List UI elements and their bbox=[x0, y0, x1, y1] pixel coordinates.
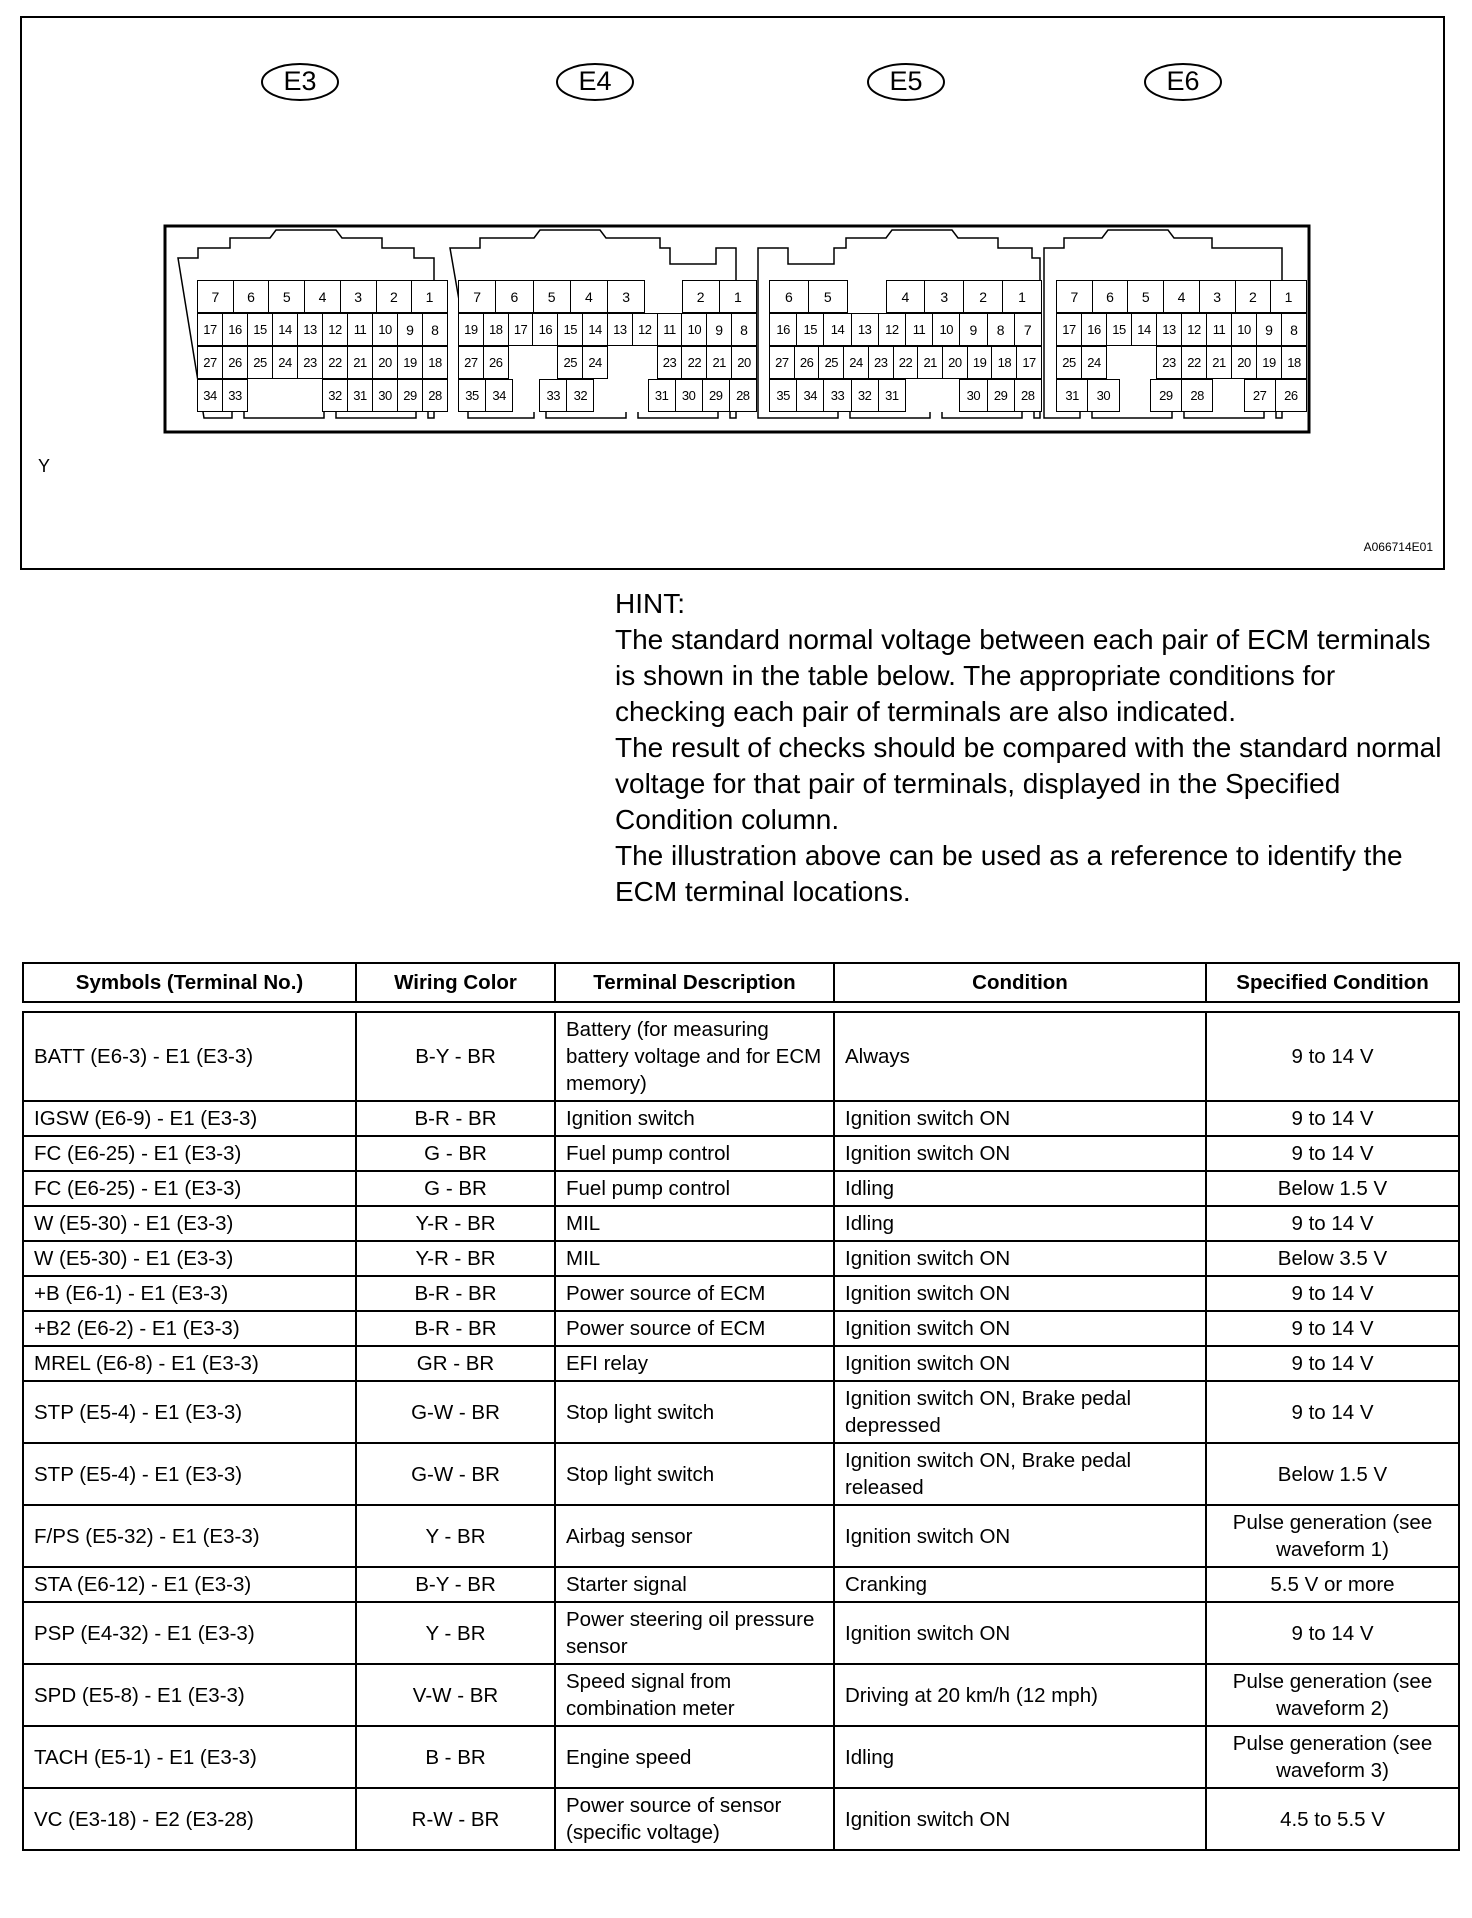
cell-symbols: W (E5-30) - E1 (E3-3) bbox=[23, 1241, 356, 1276]
terminal-row bbox=[458, 379, 756, 412]
hint-paragraph: The result of checks should be compared with the standard normal voltage for that pair of terminals, displayed in the Specified Condition column. bbox=[615, 732, 1442, 835]
terminal-row bbox=[769, 313, 1041, 346]
cell-symbols: STA (E6-12) - E1 (E3-3) bbox=[23, 1567, 356, 1602]
terminal-gap bbox=[297, 379, 323, 412]
cell-specified-condition: 9 to 14 V bbox=[1206, 1346, 1459, 1381]
table-row bbox=[23, 1726, 1459, 1788]
cell-terminal-description: Stop light switch bbox=[555, 1381, 834, 1443]
header-gap bbox=[23, 1002, 1459, 1012]
terminal-pin: 21 bbox=[917, 346, 943, 379]
terminal-pin: 9 bbox=[1256, 313, 1282, 346]
cell-specified-condition: 9 to 14 V bbox=[1206, 1311, 1459, 1346]
terminal-pin: 5 bbox=[808, 280, 848, 313]
connector-illustration bbox=[20, 16, 1445, 570]
terminal-pin: 28 bbox=[729, 379, 757, 412]
cell-terminal-description: EFI relay bbox=[555, 1346, 834, 1381]
table-row bbox=[23, 1206, 1459, 1241]
cell-symbols: F/PS (E5-32) - E1 (E3-3) bbox=[23, 1505, 356, 1567]
cell-wiring-color: G - BR bbox=[356, 1171, 555, 1206]
terminal-pin: 2 bbox=[682, 280, 720, 313]
terminal-pin: 19 bbox=[967, 346, 993, 379]
table-row bbox=[23, 1788, 1459, 1850]
cell-symbols: SPD (E5-8) - E1 (E3-3) bbox=[23, 1664, 356, 1726]
terminal-gap bbox=[532, 346, 558, 379]
terminal-row bbox=[197, 346, 447, 379]
terminal-pin: 22 bbox=[681, 346, 707, 379]
terminal-row bbox=[197, 313, 447, 346]
cell-terminal-description: Fuel pump control bbox=[555, 1136, 834, 1171]
terminal-pin: 17 bbox=[508, 313, 534, 346]
terminal-pin: 29 bbox=[397, 379, 423, 412]
terminal-pin: 24 bbox=[1081, 346, 1107, 379]
cell-specified-condition: 9 to 14 V bbox=[1206, 1012, 1459, 1101]
cell-condition: Ignition switch ON bbox=[834, 1602, 1206, 1664]
terminal-pin: 26 bbox=[483, 346, 509, 379]
terminal-row bbox=[1056, 346, 1306, 379]
table-row bbox=[23, 1136, 1459, 1171]
terminal-pin: 1 bbox=[1002, 280, 1042, 313]
cell-condition: Ignition switch ON bbox=[834, 1505, 1206, 1567]
terminal-pin: 2 bbox=[376, 280, 413, 313]
cell-symbols: VC (E3-18) - E2 (E3-28) bbox=[23, 1788, 356, 1850]
terminal-pin: 25 bbox=[247, 346, 273, 379]
terminal-row bbox=[1056, 280, 1306, 313]
terminal-pin: 18 bbox=[991, 346, 1017, 379]
terminal-pin: 9 bbox=[959, 313, 987, 346]
terminal-pin: 7 bbox=[1056, 280, 1093, 313]
table-row bbox=[23, 1567, 1459, 1602]
cell-symbols: STP (E5-4) - E1 (E3-3) bbox=[23, 1443, 356, 1505]
cell-symbols: +B2 (E6-2) - E1 (E3-3) bbox=[23, 1311, 356, 1346]
table-row bbox=[23, 1443, 1459, 1505]
cell-terminal-description: Engine speed bbox=[555, 1726, 834, 1788]
terminal-pin: 6 bbox=[1092, 280, 1129, 313]
terminal-pin: 27 bbox=[458, 346, 484, 379]
terminal-pin: 25 bbox=[557, 346, 583, 379]
terminal-pin: 30 bbox=[372, 379, 398, 412]
terminal-pin: 32 bbox=[566, 379, 594, 412]
terminal-pin: 33 bbox=[539, 379, 567, 412]
terminal-pin: 6 bbox=[495, 280, 533, 313]
terminal-pin: 15 bbox=[247, 313, 273, 346]
connector-label-e4: E4 bbox=[578, 66, 612, 96]
terminal-pin: 11 bbox=[1206, 313, 1232, 346]
terminal-pin: 20 bbox=[1231, 346, 1257, 379]
terminal-pin: 3 bbox=[340, 280, 377, 313]
cell-symbols: IGSW (E6-9) - E1 (E3-3) bbox=[23, 1101, 356, 1136]
terminal-pin: 23 bbox=[868, 346, 894, 379]
terminal-pin: 18 bbox=[422, 346, 448, 379]
column-header-symbols: Symbols (Terminal No.) bbox=[23, 963, 356, 1002]
cell-symbols: +B (E6-1) - E1 (E3-3) bbox=[23, 1276, 356, 1311]
terminal-pin: 5 bbox=[533, 280, 571, 313]
terminal-pin: 34 bbox=[197, 379, 223, 412]
cell-wiring-color: Y-R - BR bbox=[356, 1206, 555, 1241]
terminal-pin: 13 bbox=[851, 313, 879, 346]
cell-condition: Ignition switch ON, Brake pedal released bbox=[834, 1443, 1206, 1505]
terminal-pin: 19 bbox=[397, 346, 423, 379]
terminal-row bbox=[769, 379, 1041, 412]
cell-specified-condition: 9 to 14 V bbox=[1206, 1381, 1459, 1443]
cell-specified-condition: 5.5 V or more bbox=[1206, 1567, 1459, 1602]
cell-wiring-color: B-R - BR bbox=[356, 1311, 555, 1346]
terminal-pin: 8 bbox=[731, 313, 757, 346]
terminal-gap bbox=[932, 379, 960, 412]
terminal-gap bbox=[847, 280, 887, 313]
terminal-pin: 16 bbox=[1081, 313, 1107, 346]
terminal-gap bbox=[247, 379, 273, 412]
terminal-pin: 13 bbox=[297, 313, 323, 346]
terminal-pin: 31 bbox=[648, 379, 676, 412]
terminal-pin: 14 bbox=[272, 313, 298, 346]
table-row bbox=[23, 1346, 1459, 1381]
terminal-pin: 16 bbox=[532, 313, 558, 346]
terminal-pin: 26 bbox=[1275, 379, 1307, 412]
terminal-pin: 4 bbox=[886, 280, 926, 313]
cell-symbols: FC (E6-25) - E1 (E3-3) bbox=[23, 1136, 356, 1171]
terminal-pin: 30 bbox=[959, 379, 987, 412]
cell-condition: Ignition switch ON bbox=[834, 1101, 1206, 1136]
terminal-pin: 19 bbox=[1256, 346, 1282, 379]
terminal-pin: 25 bbox=[818, 346, 844, 379]
terminal-pin: 10 bbox=[1231, 313, 1257, 346]
cell-terminal-description: Airbag sensor bbox=[555, 1505, 834, 1567]
cell-specified-condition: Below 1.5 V bbox=[1206, 1443, 1459, 1505]
cell-terminal-description: Speed signal from combination meter bbox=[555, 1664, 834, 1726]
terminal-pin: 18 bbox=[483, 313, 509, 346]
cell-symbols: PSP (E4-32) - E1 (E3-3) bbox=[23, 1602, 356, 1664]
terminal-gap bbox=[632, 346, 658, 379]
cell-condition: Ignition switch ON bbox=[834, 1241, 1206, 1276]
terminal-gap bbox=[1131, 346, 1157, 379]
terminal-pin: 26 bbox=[794, 346, 820, 379]
cell-wiring-color: GR - BR bbox=[356, 1346, 555, 1381]
terminal-pin: 33 bbox=[823, 379, 851, 412]
terminal-pin: 4 bbox=[304, 280, 341, 313]
cell-specified-condition: 9 to 14 V bbox=[1206, 1101, 1459, 1136]
terminal-pin: 19 bbox=[458, 313, 484, 346]
terminal-pin: 11 bbox=[347, 313, 373, 346]
cell-condition: Cranking bbox=[834, 1567, 1206, 1602]
cell-wiring-color: B - BR bbox=[356, 1726, 555, 1788]
table-row bbox=[23, 1171, 1459, 1206]
terminal-pin: 30 bbox=[675, 379, 703, 412]
terminal-row bbox=[197, 379, 447, 412]
cell-specified-condition: 9 to 14 V bbox=[1206, 1206, 1459, 1241]
terminal-pin: 3 bbox=[607, 280, 645, 313]
terminal-pin: 14 bbox=[1131, 313, 1157, 346]
terminal-voltage-table bbox=[22, 962, 1460, 1851]
terminal-pin: 31 bbox=[347, 379, 373, 412]
terminal-pin: 9 bbox=[397, 313, 423, 346]
cell-wiring-color: G-W - BR bbox=[356, 1443, 555, 1505]
terminal-pin: 28 bbox=[1181, 379, 1213, 412]
terminal-pin: 30 bbox=[1087, 379, 1119, 412]
terminal-pin: 16 bbox=[222, 313, 248, 346]
terminal-pin: 29 bbox=[702, 379, 730, 412]
connector-label-e5: E5 bbox=[889, 66, 923, 96]
cell-specified-condition: 4.5 to 5.5 V bbox=[1206, 1788, 1459, 1850]
terminal-pin: 33 bbox=[222, 379, 248, 412]
terminal-pin: 15 bbox=[796, 313, 824, 346]
terminal-gap bbox=[905, 379, 933, 412]
cell-specified-condition: 9 to 14 V bbox=[1206, 1276, 1459, 1311]
table-row bbox=[23, 1505, 1459, 1567]
terminal-pin: 9 bbox=[706, 313, 732, 346]
cell-terminal-description: Power source of ECM bbox=[555, 1276, 834, 1311]
connector-e4 bbox=[458, 280, 756, 412]
cell-terminal-description: Ignition switch bbox=[555, 1101, 834, 1136]
terminal-pin: 21 bbox=[347, 346, 373, 379]
terminal-pin: 13 bbox=[607, 313, 633, 346]
cell-terminal-description: Power steering oil pressure sensor bbox=[555, 1602, 834, 1664]
cell-symbols: BATT (E6-3) - E1 (E3-3) bbox=[23, 1012, 356, 1101]
terminal-pin: 2 bbox=[1235, 280, 1272, 313]
terminal-pin: 3 bbox=[924, 280, 964, 313]
terminal-gap bbox=[644, 280, 682, 313]
cell-symbols: TACH (E5-1) - E1 (E3-3) bbox=[23, 1726, 356, 1788]
terminal-pin: 6 bbox=[233, 280, 270, 313]
cell-specified-condition: Pulse generation (see waveform 1) bbox=[1206, 1505, 1459, 1567]
terminal-pin: 28 bbox=[422, 379, 448, 412]
terminal-pin: 26 bbox=[222, 346, 248, 379]
cell-wiring-color: R-W - BR bbox=[356, 1788, 555, 1850]
cell-condition: Idling bbox=[834, 1206, 1206, 1241]
terminal-row bbox=[458, 346, 756, 379]
terminal-pin: 34 bbox=[485, 379, 513, 412]
terminal-row bbox=[458, 313, 756, 346]
cell-specified-condition: Below 1.5 V bbox=[1206, 1171, 1459, 1206]
terminal-pin: 13 bbox=[1156, 313, 1182, 346]
terminal-pin: 11 bbox=[905, 313, 933, 346]
cell-terminal-description: Power source of sensor (specific voltage) bbox=[555, 1788, 834, 1850]
terminal-pin: 8 bbox=[987, 313, 1015, 346]
terminal-pin: 17 bbox=[1056, 313, 1082, 346]
table-row bbox=[23, 1311, 1459, 1346]
terminal-pin: 22 bbox=[1181, 346, 1207, 379]
cell-wiring-color: Y - BR bbox=[356, 1505, 555, 1567]
hint-paragraph: The illustration above can be used as a reference to identify the ECM terminal locations. bbox=[615, 840, 1403, 907]
table-header-row bbox=[23, 963, 1459, 1002]
terminal-pin: 2 bbox=[963, 280, 1003, 313]
table-row bbox=[23, 1602, 1459, 1664]
cell-specified-condition: Pulse generation (see waveform 2) bbox=[1206, 1664, 1459, 1726]
cell-wiring-color: G-W - BR bbox=[356, 1381, 555, 1443]
terminal-pin: 24 bbox=[272, 346, 298, 379]
terminal-pin: 20 bbox=[731, 346, 757, 379]
terminal-pin: 20 bbox=[942, 346, 968, 379]
cell-condition: Ignition switch ON, Brake pedal depressed bbox=[834, 1381, 1206, 1443]
terminal-pin: 27 bbox=[769, 346, 795, 379]
cell-terminal-description: Starter signal bbox=[555, 1567, 834, 1602]
cell-symbols: STP (E5-4) - E1 (E3-3) bbox=[23, 1381, 356, 1443]
column-header-terminal-description: Terminal Description bbox=[555, 963, 834, 1002]
terminal-pin: 7 bbox=[458, 280, 496, 313]
cell-symbols: FC (E6-25) - E1 (E3-3) bbox=[23, 1171, 356, 1206]
terminal-pin: 12 bbox=[632, 313, 658, 346]
terminal-pin: 14 bbox=[582, 313, 608, 346]
terminal-pin: 12 bbox=[322, 313, 348, 346]
terminal-pin: 24 bbox=[843, 346, 869, 379]
cell-condition: Ignition switch ON bbox=[834, 1311, 1206, 1346]
side-mark: Y bbox=[38, 456, 51, 476]
column-header-specified-condition: Specified Condition bbox=[1206, 963, 1459, 1002]
terminal-pin: 10 bbox=[932, 313, 960, 346]
terminal-pin: 14 bbox=[823, 313, 851, 346]
cell-specified-condition: 9 to 14 V bbox=[1206, 1602, 1459, 1664]
cell-condition: Always bbox=[834, 1012, 1206, 1101]
terminal-pin: 1 bbox=[719, 280, 757, 313]
terminal-pin: 29 bbox=[1150, 379, 1182, 412]
terminal-gap bbox=[1119, 379, 1151, 412]
terminal-pin: 3 bbox=[1199, 280, 1236, 313]
terminal-gap bbox=[1212, 379, 1244, 412]
table-row bbox=[23, 1012, 1459, 1101]
cell-terminal-description: MIL bbox=[555, 1206, 834, 1241]
terminal-pin: 25 bbox=[1056, 346, 1082, 379]
terminal-pin: 20 bbox=[372, 346, 398, 379]
terminal-pin: 32 bbox=[851, 379, 879, 412]
cell-symbols: MREL (E6-8) - E1 (E3-3) bbox=[23, 1346, 356, 1381]
cell-terminal-description: Power source of ECM bbox=[555, 1311, 834, 1346]
cell-condition: Ignition switch ON bbox=[834, 1276, 1206, 1311]
terminal-pin: 16 bbox=[769, 313, 797, 346]
connector-label-e3: E3 bbox=[283, 66, 317, 96]
figure-id: A066714E01 bbox=[1363, 540, 1433, 554]
cell-condition: Driving at 20 km/h (12 mph) bbox=[834, 1664, 1206, 1726]
terminal-pin: 31 bbox=[878, 379, 906, 412]
terminal-pin: 31 bbox=[1056, 379, 1088, 412]
terminal-pin: 5 bbox=[268, 280, 305, 313]
terminal-pin: 15 bbox=[557, 313, 583, 346]
cell-condition: Idling bbox=[834, 1171, 1206, 1206]
connector-e6 bbox=[1056, 280, 1306, 412]
terminal-pin: 4 bbox=[570, 280, 608, 313]
cell-wiring-color: B-Y - BR bbox=[356, 1012, 555, 1101]
terminal-gap bbox=[1106, 346, 1132, 379]
table-row bbox=[23, 1664, 1459, 1726]
terminal-pin: 17 bbox=[1016, 346, 1042, 379]
cell-condition: Ignition switch ON bbox=[834, 1346, 1206, 1381]
cell-terminal-description: Fuel pump control bbox=[555, 1171, 834, 1206]
terminal-pin: 23 bbox=[657, 346, 683, 379]
cell-terminal-description: MIL bbox=[555, 1241, 834, 1276]
column-header-condition: Condition bbox=[834, 963, 1206, 1002]
table-body bbox=[23, 1012, 1459, 1850]
cell-specified-condition: 9 to 14 V bbox=[1206, 1136, 1459, 1171]
cell-condition: Ignition switch ON bbox=[834, 1788, 1206, 1850]
terminal-row bbox=[769, 280, 1041, 313]
cell-wiring-color: B-R - BR bbox=[356, 1101, 555, 1136]
terminal-gap bbox=[272, 379, 298, 412]
terminal-pin: 6 bbox=[769, 280, 809, 313]
terminal-gap bbox=[508, 346, 534, 379]
terminal-pin: 35 bbox=[769, 379, 797, 412]
terminal-pin: 23 bbox=[1156, 346, 1182, 379]
terminal-pin: 34 bbox=[796, 379, 824, 412]
connector-e3 bbox=[197, 280, 447, 412]
cell-wiring-color: G - BR bbox=[356, 1136, 555, 1171]
terminal-row bbox=[1056, 379, 1306, 412]
terminal-pin: 12 bbox=[1181, 313, 1207, 346]
terminal-row bbox=[769, 346, 1041, 379]
table-row bbox=[23, 1276, 1459, 1311]
connector-label-e6: E6 bbox=[1166, 66, 1200, 96]
terminal-pin: 23 bbox=[297, 346, 323, 379]
cell-condition: Ignition switch ON bbox=[834, 1136, 1206, 1171]
terminal-pin: 5 bbox=[1127, 280, 1164, 313]
cell-wiring-color: Y-R - BR bbox=[356, 1241, 555, 1276]
column-header-wiring-color: Wiring Color bbox=[356, 963, 555, 1002]
terminal-pin: 1 bbox=[411, 280, 448, 313]
terminal-row bbox=[458, 280, 756, 313]
terminal-pin: 12 bbox=[878, 313, 906, 346]
hint-title: HINT: bbox=[615, 588, 685, 619]
table-row bbox=[23, 1241, 1459, 1276]
terminal-pin: 22 bbox=[322, 346, 348, 379]
terminal-pin: 15 bbox=[1106, 313, 1132, 346]
terminal-pin: 4 bbox=[1163, 280, 1200, 313]
hint-paragraph: The standard normal voltage between each pair of ECM terminals is shown in the table below. The appropriate conditions for checking each pair of terminals are also indicated. bbox=[615, 624, 1431, 727]
terminal-pin: 27 bbox=[1244, 379, 1276, 412]
table-row bbox=[23, 1381, 1459, 1443]
cell-symbols: W (E5-30) - E1 (E3-3) bbox=[23, 1206, 356, 1241]
terminal-pin: 17 bbox=[197, 313, 223, 346]
terminal-pin: 32 bbox=[322, 379, 348, 412]
cell-wiring-color: V-W - BR bbox=[356, 1664, 555, 1726]
terminal-pin: 29 bbox=[987, 379, 1015, 412]
connector-e5 bbox=[769, 280, 1041, 412]
terminal-pin: 8 bbox=[1281, 313, 1307, 346]
cell-terminal-description: Stop light switch bbox=[555, 1443, 834, 1505]
terminal-pin: 11 bbox=[657, 313, 683, 346]
terminal-pin: 10 bbox=[681, 313, 707, 346]
cell-wiring-color: B-R - BR bbox=[356, 1276, 555, 1311]
terminal-gap bbox=[593, 379, 621, 412]
table-row bbox=[23, 1101, 1459, 1136]
terminal-pin: 7 bbox=[197, 280, 234, 313]
terminal-pin: 1 bbox=[1270, 280, 1307, 313]
terminal-pin: 21 bbox=[706, 346, 732, 379]
cell-specified-condition: Pulse generation (see waveform 3) bbox=[1206, 1726, 1459, 1788]
cell-wiring-color: Y - BR bbox=[356, 1602, 555, 1664]
terminal-pin: 10 bbox=[372, 313, 398, 346]
terminal-gap bbox=[607, 346, 633, 379]
terminal-gap bbox=[620, 379, 648, 412]
terminal-pin: 28 bbox=[1014, 379, 1042, 412]
cell-specified-condition: Below 3.5 V bbox=[1206, 1241, 1459, 1276]
terminal-pin: 35 bbox=[458, 379, 486, 412]
terminal-pin: 7 bbox=[1014, 313, 1042, 346]
cell-terminal-description: Battery (for measuring battery voltage and for ECM memory) bbox=[555, 1012, 834, 1101]
terminal-pin: 8 bbox=[422, 313, 448, 346]
terminal-pin: 21 bbox=[1206, 346, 1232, 379]
terminal-pin: 24 bbox=[582, 346, 608, 379]
hint-block bbox=[615, 586, 1445, 910]
terminal-pin: 18 bbox=[1281, 346, 1307, 379]
terminal-pin: 27 bbox=[197, 346, 223, 379]
terminal-pin: 22 bbox=[893, 346, 919, 379]
cell-condition: Idling bbox=[834, 1726, 1206, 1788]
cell-wiring-color: B-Y - BR bbox=[356, 1567, 555, 1602]
terminal-row bbox=[197, 280, 447, 313]
terminal-row bbox=[1056, 313, 1306, 346]
terminal-gap bbox=[512, 379, 540, 412]
